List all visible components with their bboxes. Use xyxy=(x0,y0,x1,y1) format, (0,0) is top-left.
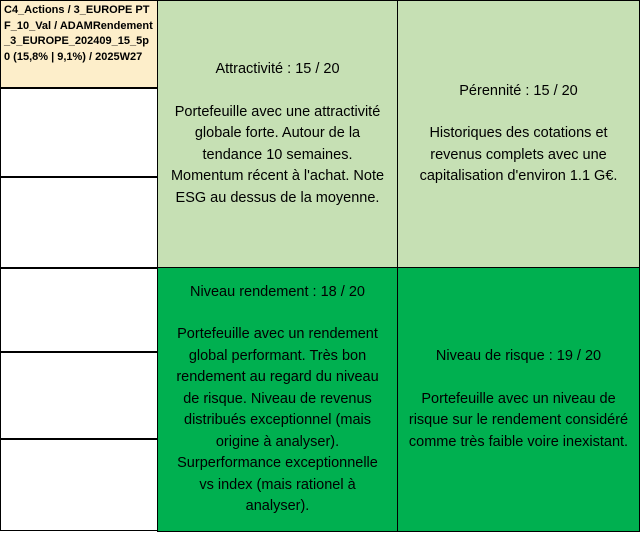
rendement-body: Portefeuille avec un rendement global performant. Très bon rendement au regard du niveau de risque. Niveau de revenus distribués exceptionnel (mais origine à analyser). Surperformance exceptionnelle vs index (mais rationel à analyser). xyxy=(176,326,379,514)
risque-body: Portefeuille avec un niveau de risque sur le rendement considéré comme très faible voire inexistant. xyxy=(408,390,629,450)
perennite-title: Pérennité : 15 / 20 xyxy=(459,82,578,99)
perennite-body: Historiques des cotations et revenus complets avec une capitalisation d'environ 1.1 G€. xyxy=(419,125,618,184)
rendement-title: Niveau rendement : 18 / 20 xyxy=(190,283,365,300)
risque-quadrant xyxy=(397,267,640,532)
attractivite-quadrant xyxy=(157,0,398,268)
attractivite-title: Attractivité : 15 / 20 xyxy=(215,61,340,77)
portfolio-tag: C4_Actions / 3_EUROPE PTF_10_Val / ADAMRendement_3_EUROPE_202409_15_5p0 (15,8% | 9,1%) / 2025W27 xyxy=(0,0,158,88)
perennite-quadrant xyxy=(397,0,640,268)
rendement-quadrant xyxy=(157,267,398,532)
attractivite-body: Portefeuille avec une attractivité globale forte. Autour de la tendance 10 semaines. Momentum récent à l'achat. Note ESG au dessus de la moyenne. xyxy=(170,103,385,206)
empty-cell-5 xyxy=(0,439,158,531)
empty-cell-2 xyxy=(0,177,158,268)
empty-cell-3 xyxy=(0,268,158,352)
empty-cell-1 xyxy=(0,88,158,177)
empty-cell-4 xyxy=(0,352,158,439)
risque-title: Niveau de risque : 19 / 20 xyxy=(435,348,602,364)
